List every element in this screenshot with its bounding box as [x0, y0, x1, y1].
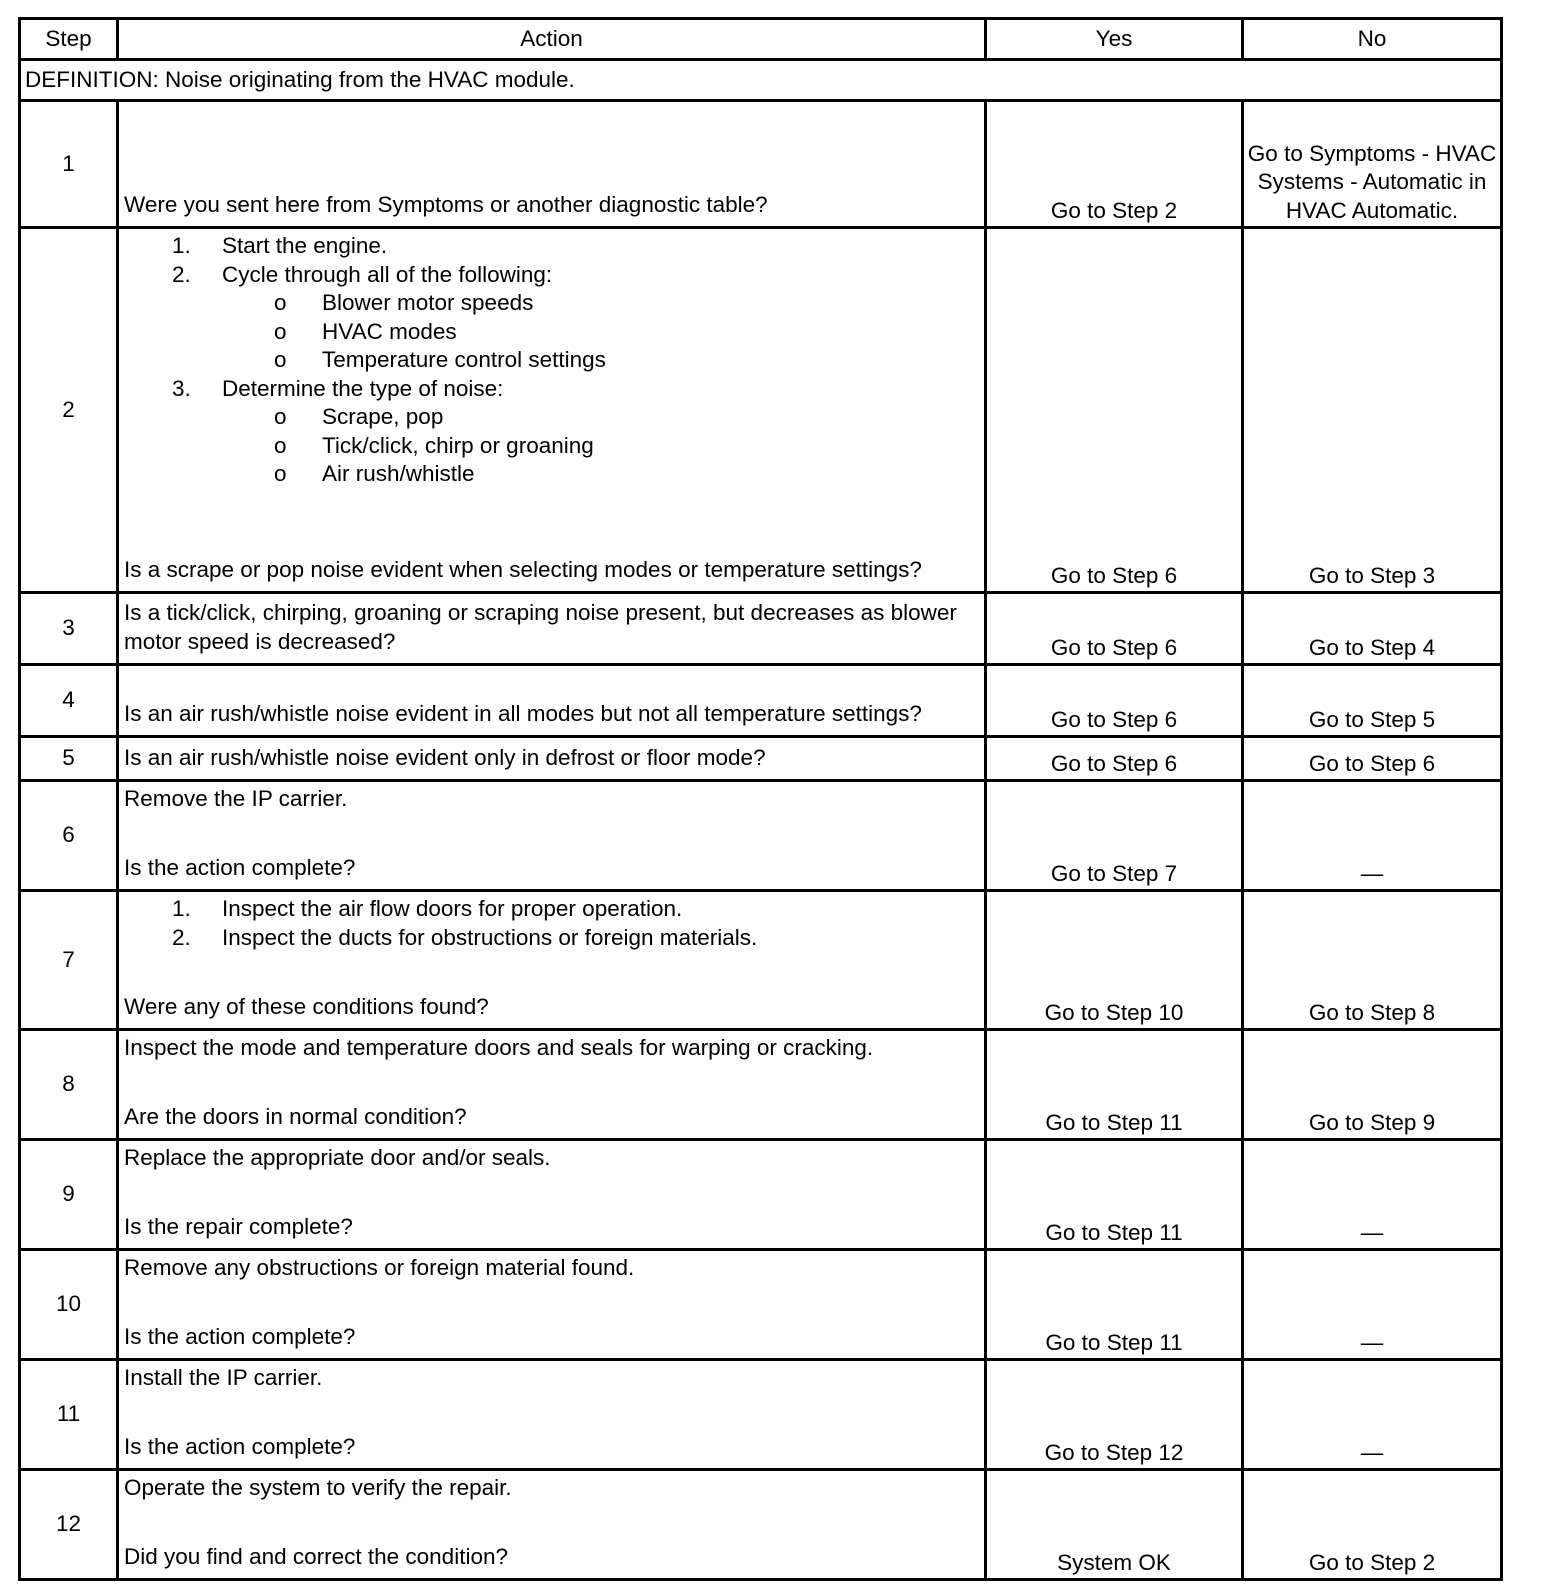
action-instructions [124, 232, 980, 489]
definition-row [20, 60, 1502, 101]
action-question: Are the doors in normal condition? [124, 1103, 467, 1129]
action-cell [118, 593, 986, 665]
table-row [20, 891, 1502, 1030]
yes-result: Go to Step 10 [986, 891, 1243, 1030]
no-result: Go to Step 2 [1243, 1470, 1502, 1580]
table-row [20, 1470, 1502, 1580]
action-content [124, 1144, 980, 1241]
header-step: Step [20, 19, 118, 60]
sub-item-text: Air rush/whistle [322, 461, 475, 486]
step-number: 9 [20, 1140, 118, 1250]
table-row [20, 1360, 1502, 1470]
table-row [20, 1030, 1502, 1140]
bullet-icon: o [274, 318, 287, 344]
sub-item [124, 289, 980, 318]
no-result: Go to Symptoms - HVAC Systems - Automatic in HVAC Automatic. [1243, 101, 1502, 228]
action-question: Is the action complete? [124, 854, 356, 880]
no-result: — [1243, 781, 1502, 891]
bullet-icon: o [274, 347, 287, 372]
action-cell [118, 737, 986, 781]
action-intro: Operate the system to verify the repair. [124, 1475, 512, 1500]
header-row [20, 19, 1502, 60]
action-cell [118, 1360, 986, 1470]
action-question: Is a scrape or pop noise evident when selecting modes or temperature settings? [124, 556, 922, 582]
diagnostic-table [18, 17, 1503, 1581]
action-question: Is the action complete? [124, 1323, 356, 1349]
sub-item-text: Scrape, pop [322, 404, 444, 429]
bullet-icon: o [274, 432, 287, 458]
action-question: Were any of these conditions found? [124, 993, 489, 1019]
no-result: — [1243, 1250, 1502, 1360]
table-row [20, 228, 1502, 593]
yes-result: Go to Step 11 [986, 1140, 1243, 1250]
step-number: 7 [20, 891, 118, 1030]
action-instructions [124, 785, 980, 814]
step-number: 3 [20, 593, 118, 665]
action-cell [118, 781, 986, 891]
action-question: Is the repair complete? [124, 1213, 353, 1239]
instruction-number: 1. [172, 233, 191, 258]
sub-item [124, 460, 980, 489]
action-question: Is an air rush/whistle noise evident only in defrost or floor mode? [124, 744, 766, 770]
sub-item [124, 403, 980, 432]
header-no: No [1243, 19, 1502, 60]
action-cell [118, 1470, 986, 1580]
instruction-number: 2. [172, 924, 191, 950]
yes-result: Go to Step 12 [986, 1360, 1243, 1470]
action-instructions [124, 895, 980, 952]
sub-item [124, 346, 980, 375]
definition-text: DEFINITION: Noise originating from the HVAC module. [20, 60, 1502, 101]
step-number: 4 [20, 665, 118, 737]
action-question: Is an air rush/whistle noise evident in all modes but not all temperature settings? [124, 700, 922, 726]
instruction-text: Inspect the ducts for obstructions or foreign materials. [222, 924, 758, 950]
action-question: Is the action complete? [124, 1433, 356, 1459]
action-content [124, 1034, 980, 1131]
table-row [20, 1250, 1502, 1360]
action-cell [118, 228, 986, 593]
no-result: — [1243, 1360, 1502, 1470]
bullet-icon: o [274, 404, 287, 429]
action-content [124, 1254, 980, 1351]
step-number: 8 [20, 1030, 118, 1140]
table-row [20, 737, 1502, 781]
yes-result: Go to Step 11 [986, 1250, 1243, 1360]
yes-result: Go to Step 6 [986, 228, 1243, 593]
action-cell [118, 1030, 986, 1140]
no-result: Go to Step 3 [1243, 228, 1502, 593]
action-instructions [124, 1144, 980, 1173]
bullet-icon: o [274, 461, 287, 486]
instruction-item [124, 375, 980, 404]
action-instructions [124, 1254, 980, 1283]
sub-item-text: Blower motor speeds [322, 290, 534, 315]
sub-item-text: Temperature control settings [322, 347, 606, 372]
action-question: Were you sent here from Symptoms or another diagnostic table? [124, 191, 768, 217]
action-intro: Inspect the mode and temperature doors and seals for warping or cracking. [124, 1035, 874, 1060]
action-question: Is a tick/click, chirping, groaning or scraping noise present, but decreases as blower motor speed is decreased? [124, 600, 957, 654]
action-cell [118, 1140, 986, 1250]
instruction-list [124, 895, 980, 952]
sub-item-text: HVAC modes [322, 318, 457, 344]
instruction-number: 2. [172, 261, 191, 287]
action-intro: Install the IP carrier. [124, 1365, 323, 1390]
step-number: 10 [20, 1250, 118, 1360]
instruction-item [124, 261, 980, 290]
step-number: 6 [20, 781, 118, 891]
sub-item [124, 318, 980, 347]
action-content [124, 105, 980, 219]
table-row [20, 593, 1502, 665]
instruction-item [124, 895, 980, 924]
no-result: Go to Step 9 [1243, 1030, 1502, 1140]
instruction-number: 3. [172, 375, 191, 401]
table-row [20, 101, 1502, 228]
table-row [20, 1140, 1502, 1250]
table-row [20, 665, 1502, 737]
no-result: — [1243, 1140, 1502, 1250]
step-number: 5 [20, 737, 118, 781]
instruction-item [124, 924, 980, 953]
action-content [124, 741, 980, 772]
action-intro: Replace the appropriate door and/or seals. [124, 1145, 551, 1170]
action-cell [118, 891, 986, 1030]
action-instructions [124, 1474, 980, 1503]
yes-result: Go to Step 11 [986, 1030, 1243, 1140]
action-question: Did you find and correct the condition? [124, 1543, 508, 1569]
yes-result: System OK [986, 1470, 1243, 1580]
action-cell [118, 101, 986, 228]
no-result: Go to Step 5 [1243, 665, 1502, 737]
action-content [124, 669, 980, 728]
instruction-text: Determine the type of noise: [222, 375, 504, 401]
instruction-text: Inspect the air flow doors for proper operation. [222, 896, 683, 921]
instruction-text: Start the engine. [222, 233, 388, 258]
action-content [124, 895, 980, 1021]
table-row [20, 781, 1502, 891]
action-content [124, 1364, 980, 1461]
yes-result: Go to Step 2 [986, 101, 1243, 228]
action-instructions [124, 1034, 980, 1063]
action-intro: Remove the IP carrier. [124, 786, 348, 811]
action-intro: Remove any obstructions or foreign material found. [124, 1255, 635, 1280]
no-result: Go to Step 4 [1243, 593, 1502, 665]
action-content [124, 1474, 980, 1571]
instruction-list [124, 232, 980, 489]
action-cell [118, 665, 986, 737]
instruction-number: 1. [172, 896, 191, 921]
sub-item-text: Tick/click, chirp or groaning [322, 432, 594, 458]
no-result: Go to Step 6 [1243, 737, 1502, 781]
yes-result: Go to Step 6 [986, 665, 1243, 737]
action-instructions [124, 1364, 980, 1393]
header-yes: Yes [986, 19, 1243, 60]
instruction-text: Cycle through all of the following: [222, 261, 553, 287]
step-number: 1 [20, 101, 118, 228]
yes-result: Go to Step 6 [986, 593, 1243, 665]
bullet-icon: o [274, 290, 287, 315]
step-number: 2 [20, 228, 118, 593]
action-content [124, 597, 980, 656]
yes-result: Go to Step 7 [986, 781, 1243, 891]
instruction-item [124, 232, 980, 261]
no-result: Go to Step 8 [1243, 891, 1502, 1030]
action-content [124, 785, 980, 882]
yes-result: Go to Step 6 [986, 737, 1243, 781]
header-action: Action [118, 19, 986, 60]
sub-item [124, 432, 980, 461]
step-number: 11 [20, 1360, 118, 1470]
step-number: 12 [20, 1470, 118, 1580]
action-cell [118, 1250, 986, 1360]
action-content [124, 232, 980, 584]
